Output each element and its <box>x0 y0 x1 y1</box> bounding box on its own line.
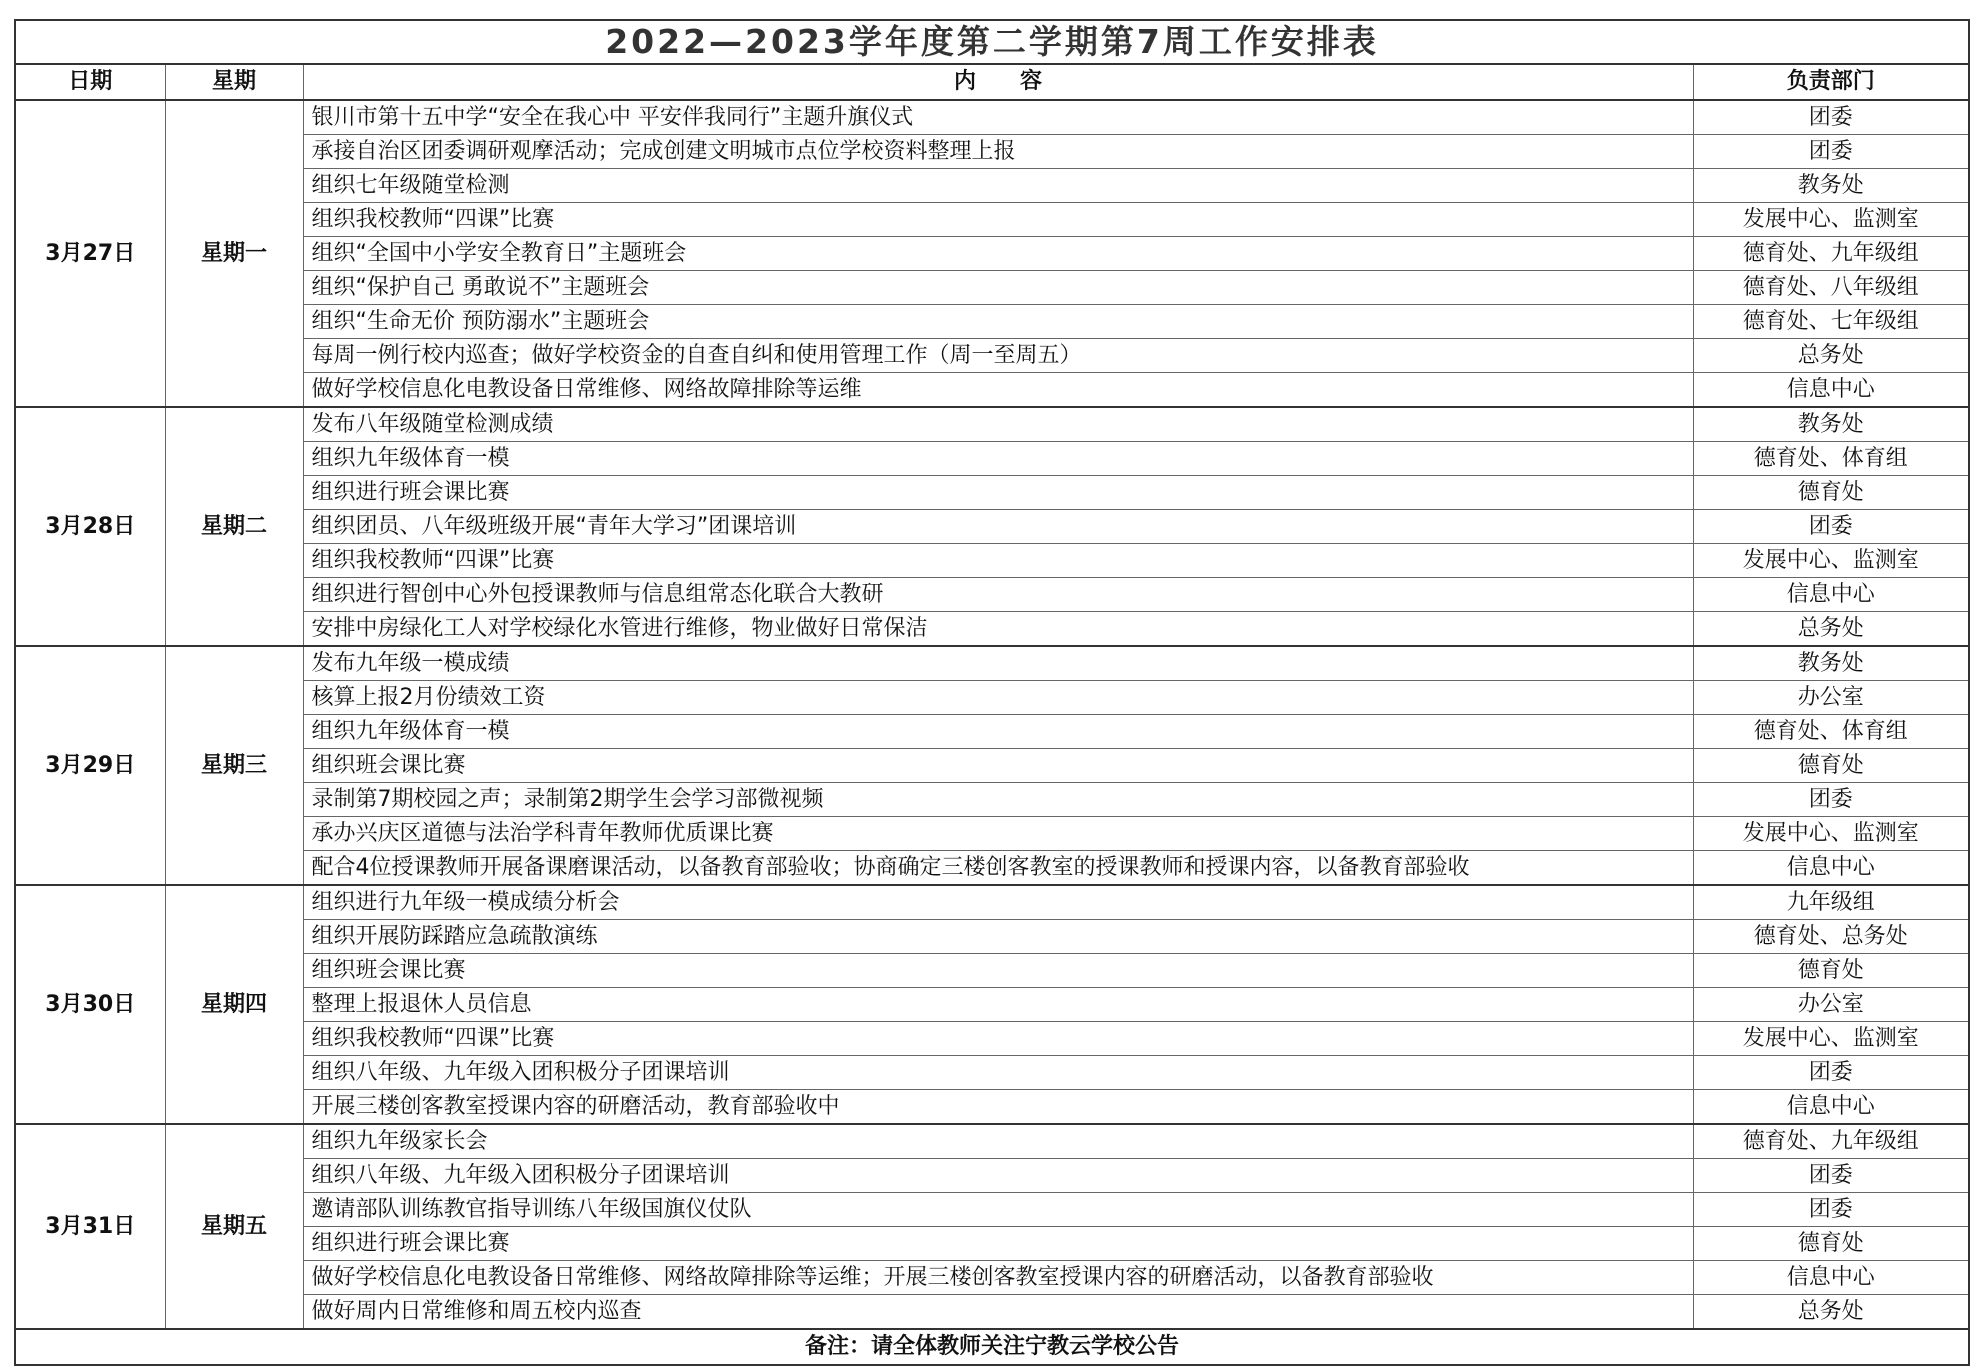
task-content: 组织九年级家长会 <box>303 1124 1693 1159</box>
header-department: 负责部门 <box>1693 64 1969 100</box>
schedule-row <box>15 646 1969 681</box>
schedule-row <box>15 169 1969 203</box>
task-department: 教务处 <box>1693 407 1969 442</box>
task-department: 信息中心 <box>1693 851 1969 886</box>
date-cell: 3月28日 <box>15 407 165 646</box>
task-department: 总务处 <box>1693 612 1969 647</box>
task-content: 安排中房绿化工人对学校绿化水管进行维修，物业做好日常保洁 <box>303 612 1693 647</box>
task-department: 信息中心 <box>1693 1090 1969 1125</box>
schedule-row <box>15 1295 1969 1330</box>
schedule-row <box>15 920 1969 954</box>
task-content: 组织八年级、九年级入团积极分子团课培训 <box>303 1056 1693 1090</box>
task-content: 组织七年级随堂检测 <box>303 169 1693 203</box>
task-content: 组织进行班会课比赛 <box>303 476 1693 510</box>
schedule-row <box>15 885 1969 920</box>
schedule-row <box>15 544 1969 578</box>
schedule-row <box>15 1056 1969 1090</box>
date-cell: 3月29日 <box>15 646 165 885</box>
task-content: 组织进行九年级一模成绩分析会 <box>303 885 1693 920</box>
schedule-row <box>15 715 1969 749</box>
task-content: 开展三楼创客教室授课内容的研磨活动，教育部验收中 <box>303 1090 1693 1125</box>
task-department: 德育处 <box>1693 476 1969 510</box>
task-department: 团委 <box>1693 510 1969 544</box>
task-department: 教务处 <box>1693 646 1969 681</box>
weekday-cell: 星期五 <box>165 1124 303 1329</box>
task-department: 德育处 <box>1693 749 1969 783</box>
task-content: 做好学校信息化电教设备日常维修、网络故障排除等运维；开展三楼创客教室授课内容的研磨活动，以备教育部验收 <box>303 1261 1693 1295</box>
task-department: 信息中心 <box>1693 373 1969 408</box>
task-department: 德育处、总务处 <box>1693 920 1969 954</box>
schedule-row <box>15 510 1969 544</box>
weekday-cell: 星期四 <box>165 885 303 1124</box>
task-content: 组织开展防踩踏应急疏散演练 <box>303 920 1693 954</box>
schedule-row <box>15 442 1969 476</box>
task-content: 组织进行智创中心外包授课教师与信息组常态化联合大教研 <box>303 578 1693 612</box>
task-content: 承办兴庆区道德与法治学科青年教师优质课比赛 <box>303 817 1693 851</box>
schedule-row <box>15 1159 1969 1193</box>
task-content: 做好周内日常维修和周五校内巡查 <box>303 1295 1693 1330</box>
schedule-row <box>15 1193 1969 1227</box>
note-row <box>15 1329 1969 1365</box>
schedule-row <box>15 681 1969 715</box>
task-department: 德育处、七年级组 <box>1693 305 1969 339</box>
task-content: 组织“生命无价 预防溺水”主题班会 <box>303 305 1693 339</box>
task-department: 德育处、体育组 <box>1693 442 1969 476</box>
task-department: 团委 <box>1693 1159 1969 1193</box>
schedule-row <box>15 988 1969 1022</box>
task-content: 组织我校教师“四课”比赛 <box>303 544 1693 578</box>
schedule-row <box>15 339 1969 373</box>
schedule-body <box>15 100 1969 1329</box>
title-row <box>15 20 1969 64</box>
schedule-row <box>15 749 1969 783</box>
task-content: 组织九年级体育一模 <box>303 715 1693 749</box>
task-department: 团委 <box>1693 135 1969 169</box>
schedule-row <box>15 203 1969 237</box>
schedule-row <box>15 407 1969 442</box>
schedule-row <box>15 612 1969 647</box>
page-title: 2022—2023学年度第二学期第7周工作安排表 <box>15 20 1969 64</box>
task-department: 团委 <box>1693 783 1969 817</box>
task-content: 承接自治区团委调研观摩活动；完成创建文明城市点位学校资料整理上报 <box>303 135 1693 169</box>
task-content: 组织班会课比赛 <box>303 954 1693 988</box>
task-department: 信息中心 <box>1693 578 1969 612</box>
schedule-row <box>15 1124 1969 1159</box>
task-content: 组织八年级、九年级入团积极分子团课培训 <box>303 1159 1693 1193</box>
task-department: 团委 <box>1693 100 1969 135</box>
date-cell: 3月27日 <box>15 100 165 407</box>
schedule-row <box>15 476 1969 510</box>
task-department: 总务处 <box>1693 339 1969 373</box>
schedule-row <box>15 237 1969 271</box>
schedule-row <box>15 1261 1969 1295</box>
date-cell: 3月31日 <box>15 1124 165 1329</box>
task-content: 核算上报2月份绩效工资 <box>303 681 1693 715</box>
schedule-row <box>15 271 1969 305</box>
schedule-row <box>15 817 1969 851</box>
task-content: 组织进行班会课比赛 <box>303 1227 1693 1261</box>
task-department: 总务处 <box>1693 1295 1969 1330</box>
task-department: 发展中心、监测室 <box>1693 1022 1969 1056</box>
schedule-row <box>15 305 1969 339</box>
task-content: 组织团员、八年级班级开展“青年大学习”团课培训 <box>303 510 1693 544</box>
schedule-row <box>15 135 1969 169</box>
schedule-row <box>15 1227 1969 1261</box>
weekday-cell: 星期二 <box>165 407 303 646</box>
task-content: 组织“全国中小学安全教育日”主题班会 <box>303 237 1693 271</box>
header-date: 日期 <box>15 64 165 100</box>
task-content: 每周一例行校内巡查；做好学校资金的自查自纠和使用管理工作（周一至周五） <box>303 339 1693 373</box>
task-content: 组织“保护自己 勇敢说不”主题班会 <box>303 271 1693 305</box>
task-content: 组织班会课比赛 <box>303 749 1693 783</box>
task-content: 配合4位授课教师开展备课磨课活动，以备教育部验收；协商确定三楼创客教室的授课教师和授课内容，以备教育部验收 <box>303 851 1693 886</box>
schedule-row <box>15 851 1969 886</box>
task-department: 发展中心、监测室 <box>1693 544 1969 578</box>
task-department: 发展中心、监测室 <box>1693 203 1969 237</box>
schedule-row <box>15 783 1969 817</box>
task-content: 整理上报退休人员信息 <box>303 988 1693 1022</box>
schedule-table <box>14 19 1970 1366</box>
task-department: 发展中心、监测室 <box>1693 817 1969 851</box>
date-cell: 3月30日 <box>15 885 165 1124</box>
task-content: 银川市第十五中学“安全在我心中 平安伴我同行”主题升旗仪式 <box>303 100 1693 135</box>
task-content: 邀请部队训练教官指导训练八年级国旗仪仗队 <box>303 1193 1693 1227</box>
task-content: 组织我校教师“四课”比赛 <box>303 1022 1693 1056</box>
weekday-cell: 星期三 <box>165 646 303 885</box>
task-department: 九年级组 <box>1693 885 1969 920</box>
schedule-row <box>15 100 1969 135</box>
task-department: 德育处、八年级组 <box>1693 271 1969 305</box>
weekday-cell: 星期一 <box>165 100 303 407</box>
header-row <box>15 64 1969 100</box>
task-department: 德育处 <box>1693 954 1969 988</box>
task-content: 录制第7期校园之声；录制第2期学生会学习部微视频 <box>303 783 1693 817</box>
task-content: 发布八年级随堂检测成绩 <box>303 407 1693 442</box>
task-department: 办公室 <box>1693 988 1969 1022</box>
task-department: 德育处、九年级组 <box>1693 237 1969 271</box>
task-department: 德育处、体育组 <box>1693 715 1969 749</box>
task-department: 团委 <box>1693 1193 1969 1227</box>
schedule-row <box>15 1022 1969 1056</box>
task-department: 德育处、九年级组 <box>1693 1124 1969 1159</box>
schedule-row <box>15 1090 1969 1125</box>
schedule-row <box>15 954 1969 988</box>
task-content: 发布九年级一模成绩 <box>303 646 1693 681</box>
note-text: 备注：请全体教师关注宁教云学校公告 <box>15 1329 1969 1365</box>
task-department: 信息中心 <box>1693 1261 1969 1295</box>
schedule-row <box>15 578 1969 612</box>
task-content: 组织九年级体育一模 <box>303 442 1693 476</box>
task-department: 教务处 <box>1693 169 1969 203</box>
task-department: 德育处 <box>1693 1227 1969 1261</box>
task-department: 团委 <box>1693 1056 1969 1090</box>
task-department: 办公室 <box>1693 681 1969 715</box>
header-content: 内 容 <box>303 64 1693 100</box>
task-content: 做好学校信息化电教设备日常维修、网络故障排除等运维 <box>303 373 1693 408</box>
task-content: 组织我校教师“四课”比赛 <box>303 203 1693 237</box>
schedule-row <box>15 373 1969 408</box>
header-weekday: 星期 <box>165 64 303 100</box>
